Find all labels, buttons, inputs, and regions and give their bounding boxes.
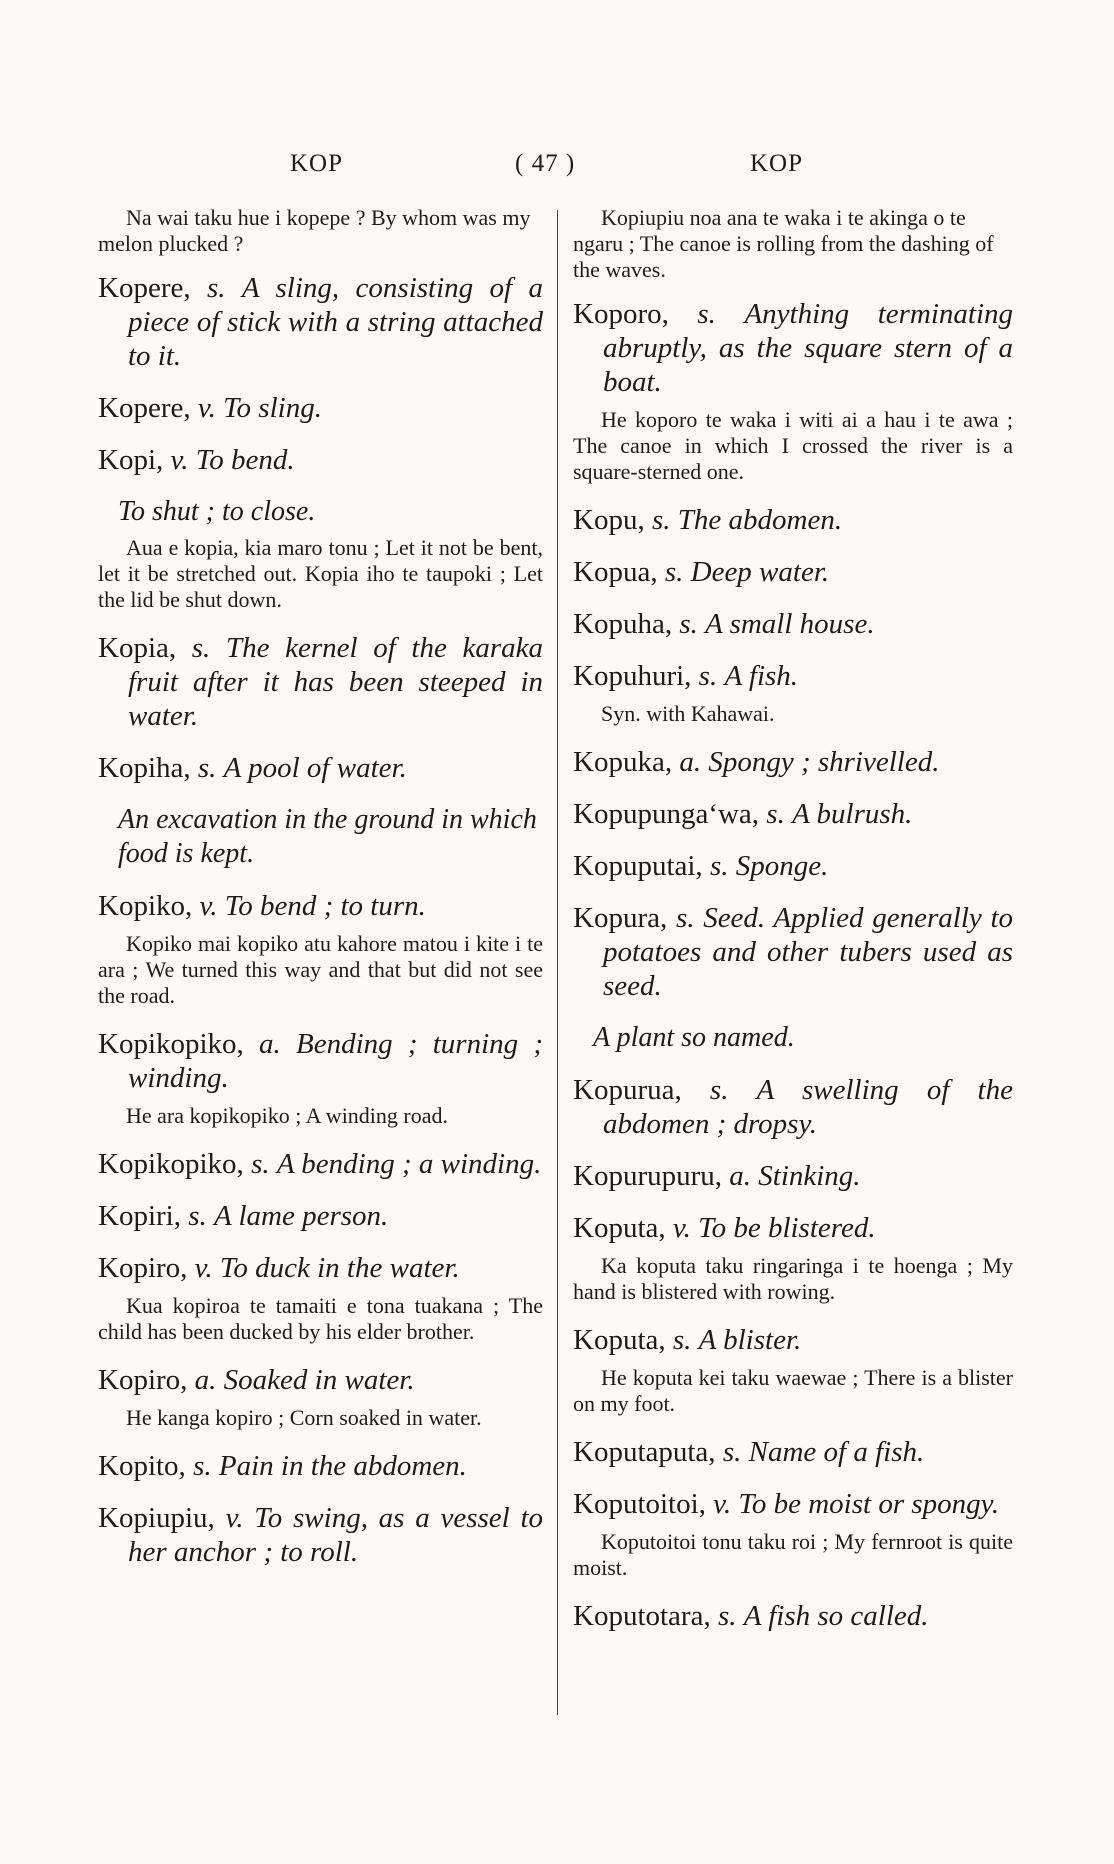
headword: Kopurupuru, — [573, 1160, 723, 1192]
headword: Kopuka, — [573, 746, 673, 778]
headword: Koputa, — [573, 1324, 666, 1356]
entry-line — [573, 1323, 1013, 1357]
headword: Koputaputa, — [573, 1436, 716, 1468]
headword: Kopiha, — [98, 752, 191, 784]
part-of-speech: v. — [170, 444, 189, 476]
usage-example: Kopiko mai kopiko atu kahore matou i kite i te ara ; We turned this way and that but did not see the road. — [98, 931, 543, 1008]
entry-line — [573, 849, 1013, 883]
usage-example: He koputa kei taku waewae ; There is a blister on my foot. — [573, 1365, 1013, 1416]
headword: Kopu, — [573, 504, 645, 536]
part-of-speech: s. — [197, 752, 217, 784]
dictionary-entry — [573, 1435, 1013, 1469]
part-of-speech: s. — [672, 1324, 692, 1356]
part-of-speech: s. — [664, 556, 684, 588]
running-head-right: KOP — [750, 150, 804, 177]
entry-line — [573, 1211, 1013, 1245]
dictionary-entry — [573, 901, 1013, 1055]
dictionary-entry — [573, 745, 1013, 779]
dictionary-entry — [98, 391, 543, 425]
entry-line — [98, 1251, 543, 1285]
part-of-speech: s. — [251, 1148, 270, 1180]
usage-example: Kua kopiroa te tamaiti e tona tuakana ; The child has been ducked by his elder brother. — [98, 1293, 543, 1344]
definition: A pool of water. — [223, 752, 407, 784]
part-of-speech: a. — [679, 746, 702, 778]
headword: Koputoitoi, — [573, 1488, 706, 1520]
sub-definition: To shut ; to close. — [118, 496, 316, 527]
dictionary-entry — [98, 1363, 543, 1431]
headword: Kopuputai, — [573, 850, 703, 882]
dictionary-entry — [573, 555, 1013, 589]
headword: Kopiro, — [98, 1364, 188, 1396]
entry-line — [573, 1073, 1013, 1141]
definition: Bending ; turning ; winding. — [128, 1028, 544, 1094]
headword: Kopua, — [573, 556, 658, 588]
definition: A lame person. — [214, 1200, 389, 1232]
dictionary-entry — [573, 1159, 1013, 1193]
entry-line — [573, 297, 1013, 399]
headword: Kopia, — [98, 632, 177, 664]
definition: To swing, as a vessel to her anchor ; to roll. — [128, 1502, 544, 1568]
entry-line — [98, 443, 543, 477]
part-of-speech: s. — [188, 1200, 207, 1232]
usage-example: Aua e kopia, kia maro tonu ; Let it not be bent, let it be stretched out. Kopia iho te taupoki ; Let the lid be shut down. — [98, 535, 543, 612]
definition: A fish so called. — [743, 1600, 929, 1632]
part-of-speech: s. — [191, 632, 211, 664]
definition: Seed. Applied generally to potatoes and other tubers used as seed. — [603, 902, 1014, 1002]
definition: A bulrush. — [792, 798, 913, 830]
part-of-speech: s. — [675, 902, 695, 934]
part-of-speech: s. — [722, 1436, 742, 1468]
usage-example: Koputoitoi tonu taku roi ; My fernroot is quite moist. — [573, 1529, 1013, 1580]
running-head-left: KOP — [290, 150, 344, 177]
definition: Deep water. — [690, 556, 830, 588]
definition: Spongy ; shrivelled. — [708, 746, 940, 778]
entry-line — [573, 901, 1013, 1003]
usage-example: Ka koputa taku ringaringa i te hoenga ; My hand is blistered with rowing. — [573, 1253, 1013, 1304]
dictionary-entry — [98, 1449, 543, 1483]
entry-line — [573, 1487, 1013, 1521]
entry-line — [573, 745, 1013, 779]
dictionary-entry — [98, 631, 543, 733]
dictionary-entry — [573, 1073, 1013, 1141]
entry-line — [573, 503, 1013, 537]
headword: Kopiupiu, — [98, 1502, 215, 1534]
definition: A blister. — [698, 1324, 802, 1356]
definition: Anything terminating abruptly, as the square stern of a boat. — [603, 298, 1014, 398]
entry-line — [98, 271, 543, 373]
headword: Kopere, — [98, 272, 191, 304]
intro-example: Na wai taku hue i kopepe ? By whom was my melon plucked ? — [98, 205, 531, 256]
dictionary-entry — [573, 659, 1013, 727]
dictionary-entry — [573, 1599, 1013, 1633]
part-of-speech: v. — [194, 1252, 213, 1284]
definition: A bending ; a winding. — [276, 1148, 542, 1180]
headword: Kopere, — [98, 392, 191, 424]
entry-line — [98, 1147, 543, 1181]
definition: Soaked in water. — [223, 1364, 415, 1396]
entry-list — [98, 271, 543, 1569]
entry-line — [98, 1449, 543, 1483]
definition: Name of a fish. — [748, 1436, 925, 1468]
entry-line — [98, 1027, 543, 1095]
definition: To be moist or spongy. — [738, 1488, 1000, 1520]
entry-line — [573, 607, 1013, 641]
headword: Kopiro, — [98, 1252, 188, 1284]
entry-line — [98, 751, 543, 785]
definition: The kernel of the karaka fruit after it has been steeped in water. — [128, 632, 543, 732]
dictionary-entry — [573, 1323, 1013, 1417]
headword: Kopiko, — [98, 890, 193, 922]
definition: To sling. — [223, 392, 322, 424]
part-of-speech: s. — [651, 504, 671, 536]
entry-line — [98, 1363, 543, 1397]
part-of-speech: v. — [225, 1502, 244, 1534]
dictionary-entry — [573, 1487, 1013, 1581]
usage-example: He koporo te waka i witi ai a hau i te awa ; The canoe in which I crossed the river is a square-sterned one. — [573, 407, 1013, 484]
definition: To bend. — [195, 444, 295, 476]
entry-list — [573, 297, 1013, 1633]
dictionary-entry — [573, 1211, 1013, 1305]
part-of-speech: a. — [194, 1364, 217, 1396]
part-of-speech: a. — [259, 1028, 281, 1060]
part-of-speech: s. — [698, 660, 718, 692]
part-of-speech: v. — [672, 1212, 691, 1244]
dictionary-entry — [98, 271, 543, 373]
definition: Stinking. — [758, 1160, 861, 1192]
headword: Kopura, — [573, 902, 668, 934]
dictionary-entry — [98, 1027, 543, 1129]
part-of-speech: v. — [197, 392, 216, 424]
sub-definition: A plant so named. — [593, 1022, 795, 1053]
page-header — [120, 150, 1020, 190]
headword: Kopuha, — [573, 608, 673, 640]
part-of-speech: s. — [679, 608, 698, 640]
part-of-speech: s. — [709, 850, 729, 882]
entry-line — [573, 797, 1013, 831]
entry-line — [573, 555, 1013, 589]
entry-line — [98, 631, 543, 733]
usage-example: Syn. with Kahawai. — [601, 701, 775, 726]
part-of-speech: s. — [766, 798, 785, 830]
dictionary-entry — [98, 751, 543, 871]
right-column — [573, 205, 1013, 1651]
definition: To duck in the water. — [219, 1252, 460, 1284]
usage-example: He kanga kopiro ; Corn soaked in water. — [126, 1405, 482, 1430]
headword: Kopikopiko, — [98, 1148, 244, 1180]
column-divider — [557, 210, 558, 1715]
headword: Kopiri, — [98, 1200, 181, 1232]
entry-line — [98, 1199, 543, 1233]
entry-line — [98, 889, 543, 923]
part-of-speech: s. — [206, 272, 226, 304]
dictionary-entry — [573, 297, 1013, 485]
definition: A sling, consisting of a piece of stick with a string attached to it. — [128, 272, 543, 372]
left-column — [98, 205, 543, 1587]
part-of-speech: v. — [713, 1488, 732, 1520]
headword: Koputotara, — [573, 1600, 711, 1632]
dictionary-entry — [573, 607, 1013, 641]
part-of-speech: s. — [709, 1074, 729, 1106]
part-of-speech: s. — [193, 1450, 212, 1482]
definition: A swelling of the abdomen ; dropsy. — [603, 1074, 1013, 1140]
page-number: ( 47 ) — [515, 150, 576, 177]
definition: The abdomen. — [677, 504, 843, 536]
entry-line — [573, 1159, 1013, 1193]
headword: Kopikopiko, — [98, 1028, 244, 1060]
entry-line — [98, 391, 543, 425]
dictionary-entry — [573, 797, 1013, 831]
headword: Kopuhuri, — [573, 660, 692, 692]
dictionary-entry — [98, 1501, 543, 1569]
usage-example: He ara kopikopiko ; A winding road. — [126, 1103, 449, 1128]
definition: Pain in the abdomen. — [218, 1450, 467, 1482]
entry-line — [573, 1599, 1013, 1633]
dictionary-entry — [98, 1251, 543, 1345]
headword: Kopupunga‘wa, — [573, 798, 760, 830]
sub-definition: An excavation in the ground in which food is kept. — [118, 804, 537, 869]
dictionary-entry — [98, 443, 543, 613]
headword: Kopi, — [98, 444, 164, 476]
part-of-speech: s. — [697, 298, 716, 330]
dictionary-entry — [98, 1199, 543, 1233]
headword: Kopurua, — [573, 1074, 682, 1106]
definition: A fish. — [724, 660, 799, 692]
intro-example: Kopiupiu noa ana te waka i te akinga o te ngaru ; The canoe is rolling from the dashing of the waves. — [573, 205, 994, 282]
entry-line — [98, 1501, 543, 1569]
entry-line — [573, 1435, 1013, 1469]
definition: To be blistered. — [698, 1212, 876, 1244]
dictionary-entry — [573, 849, 1013, 883]
definition: A small house. — [705, 608, 875, 640]
dictionary-entry — [98, 889, 543, 1009]
headword: Koputa, — [573, 1212, 666, 1244]
part-of-speech: s. — [717, 1600, 737, 1632]
definition: Sponge. — [735, 850, 829, 882]
entry-line — [573, 659, 1013, 693]
part-of-speech: v. — [199, 890, 218, 922]
definition: To bend ; to turn. — [224, 890, 426, 922]
dictionary-entry — [98, 1147, 543, 1181]
part-of-speech: a. — [729, 1160, 752, 1192]
dictionary-entry — [573, 503, 1013, 537]
headword: Kopito, — [98, 1450, 186, 1482]
headword: Koporo, — [573, 298, 669, 330]
